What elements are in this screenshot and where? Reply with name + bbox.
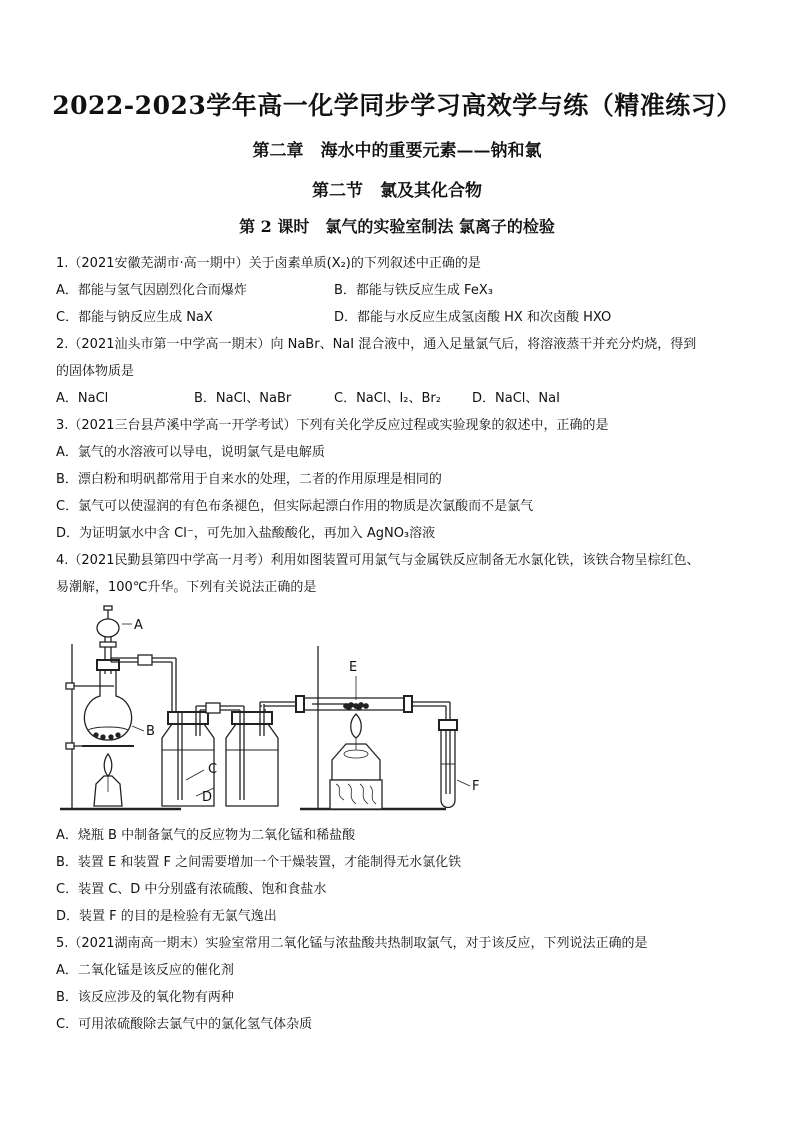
apparatus-diagram bbox=[56, 604, 496, 822]
question-3-option-a: A．氯气的水溶液可以导电，说明氯气是电解质 bbox=[56, 445, 325, 460]
question-list bbox=[56, 250, 746, 601]
figure-label-d: D bbox=[202, 790, 213, 805]
flask-b bbox=[82, 660, 144, 746]
section-heading: 第二节 氯及其化合物 bbox=[312, 181, 482, 201]
delivery-tube-1 bbox=[111, 655, 176, 712]
question-list-continued bbox=[56, 822, 746, 1038]
question-1-option-c: C．都能与钠反应生成 NaX bbox=[56, 310, 213, 325]
question-4-option-c: C．装置 C、D 中分别盛有浓硫酸、饱和食盐水 bbox=[56, 882, 327, 897]
question-5-option-c: C．可用浓硫酸除去氯气中的氯化氢气体杂质 bbox=[56, 1017, 313, 1032]
question-1-options-row-2 bbox=[56, 304, 746, 331]
chapter-heading: 第二章 海水中的重要元素——钠和氯 bbox=[252, 141, 542, 161]
alcohol-lamp-right bbox=[330, 714, 382, 809]
figure-label-b: B bbox=[146, 724, 155, 739]
question-2-stem-line-2: 的固体物质是 bbox=[56, 364, 135, 379]
test-tube-f bbox=[439, 720, 470, 808]
question-5-option-a: A．二氧化锰是该反应的催化剂 bbox=[56, 963, 234, 978]
question-5-option-b: B．该反应涉及的氧化物有两种 bbox=[56, 990, 234, 1005]
question-2-options-row bbox=[56, 385, 746, 412]
question-2-option-a: A．NaCl bbox=[56, 391, 109, 406]
figure-label-c: C bbox=[208, 762, 218, 777]
wash-bottle-d bbox=[226, 706, 278, 806]
question-4-option-a: A．烧瓶 B 中制备氯气的反应物为二氧化锰和稀盐酸 bbox=[56, 828, 356, 843]
question-4-option-b: B．装置 E 和装置 F 之间需要增加一个干燥装置，才能制得无水氯化铁 bbox=[56, 855, 462, 870]
question-3-option-d: D．为证明氯水中含 Cl⁻，可先加入盐酸酸化，再加入 AgNO₃溶液 bbox=[56, 526, 436, 541]
figure-label-e: E bbox=[349, 660, 358, 675]
question-3-stem: 3.（2021三台县芦溪中学高一开学考试）下列有关化学反应过程或实验现象的叙述中，正确的是 bbox=[56, 418, 609, 433]
question-2-option-c: C．NaCl、I₂、Br₂ bbox=[334, 391, 441, 406]
question-1-option-a: A．都能与氢气因剧烈化合而爆炸 bbox=[56, 283, 247, 298]
figure-label-f: F bbox=[472, 779, 480, 794]
alcohol-lamp-left bbox=[94, 754, 122, 806]
delivery-tube-4 bbox=[412, 702, 450, 794]
question-1-options-row-1 bbox=[56, 277, 746, 304]
reaction-tube-e bbox=[296, 676, 412, 712]
question-2-option-b: B．NaCl、NaBr bbox=[194, 391, 292, 406]
figure-label-a: A bbox=[134, 618, 143, 633]
question-3-option-b: B．漂白粉和明矾都常用于自来水的处理，二者的作用原理是相同的 bbox=[56, 472, 442, 487]
question-2-stem-line-1: 2.（2021汕头市第一中学高一期末）向 NaBr、NaI 混合液中，通入足量氯气后，将溶液蒸干并充分灼烧，得到 bbox=[56, 337, 697, 352]
question-4-stem-line-2: 易潮解，100℃升华。下列有关说法正确的是 bbox=[56, 580, 317, 595]
apparatus-figure bbox=[56, 604, 496, 822]
question-4-stem-line-1: 4.（2021民勤县第四中学高一月考）利用如图装置可用氯气与金属铁反应制备无水氯化铁，该铁合物呈棕红色、 bbox=[56, 553, 700, 568]
question-4-option-d: D．装置 F 的目的是检验有无氯气逸出 bbox=[56, 909, 277, 924]
lesson-heading: 第 2 课时 氯气的实验室制法 氯离子的检验 bbox=[239, 217, 555, 236]
question-5-stem: 5.（2021湖南高一期末）实验室常用二氧化锰与浓盐酸共热制取氯气，对于该反应，下列说法正确的是 bbox=[56, 936, 648, 951]
question-1-option-b: B．都能与铁反应生成 FeX₃ bbox=[334, 283, 493, 298]
question-1-option-d: D．都能与水反应生成氢卤酸 HX 和次卤酸 HXO bbox=[334, 310, 612, 325]
question-1-stem: 1.（2021安徽芜湖市·高一期中）关于卤素单质(X₂)的下列叙述中正确的是 bbox=[56, 256, 481, 271]
question-3-option-c: C．氯气可以使湿润的有色布条褪色，但实际起漂白作用的物质是次氯酸而不是氯气 bbox=[56, 499, 534, 514]
question-2-option-d: D．NaCl、NaI bbox=[472, 391, 560, 406]
document-title: 2022-2023学年高一化学同步学习高效学与练（精准练习） bbox=[52, 91, 742, 120]
